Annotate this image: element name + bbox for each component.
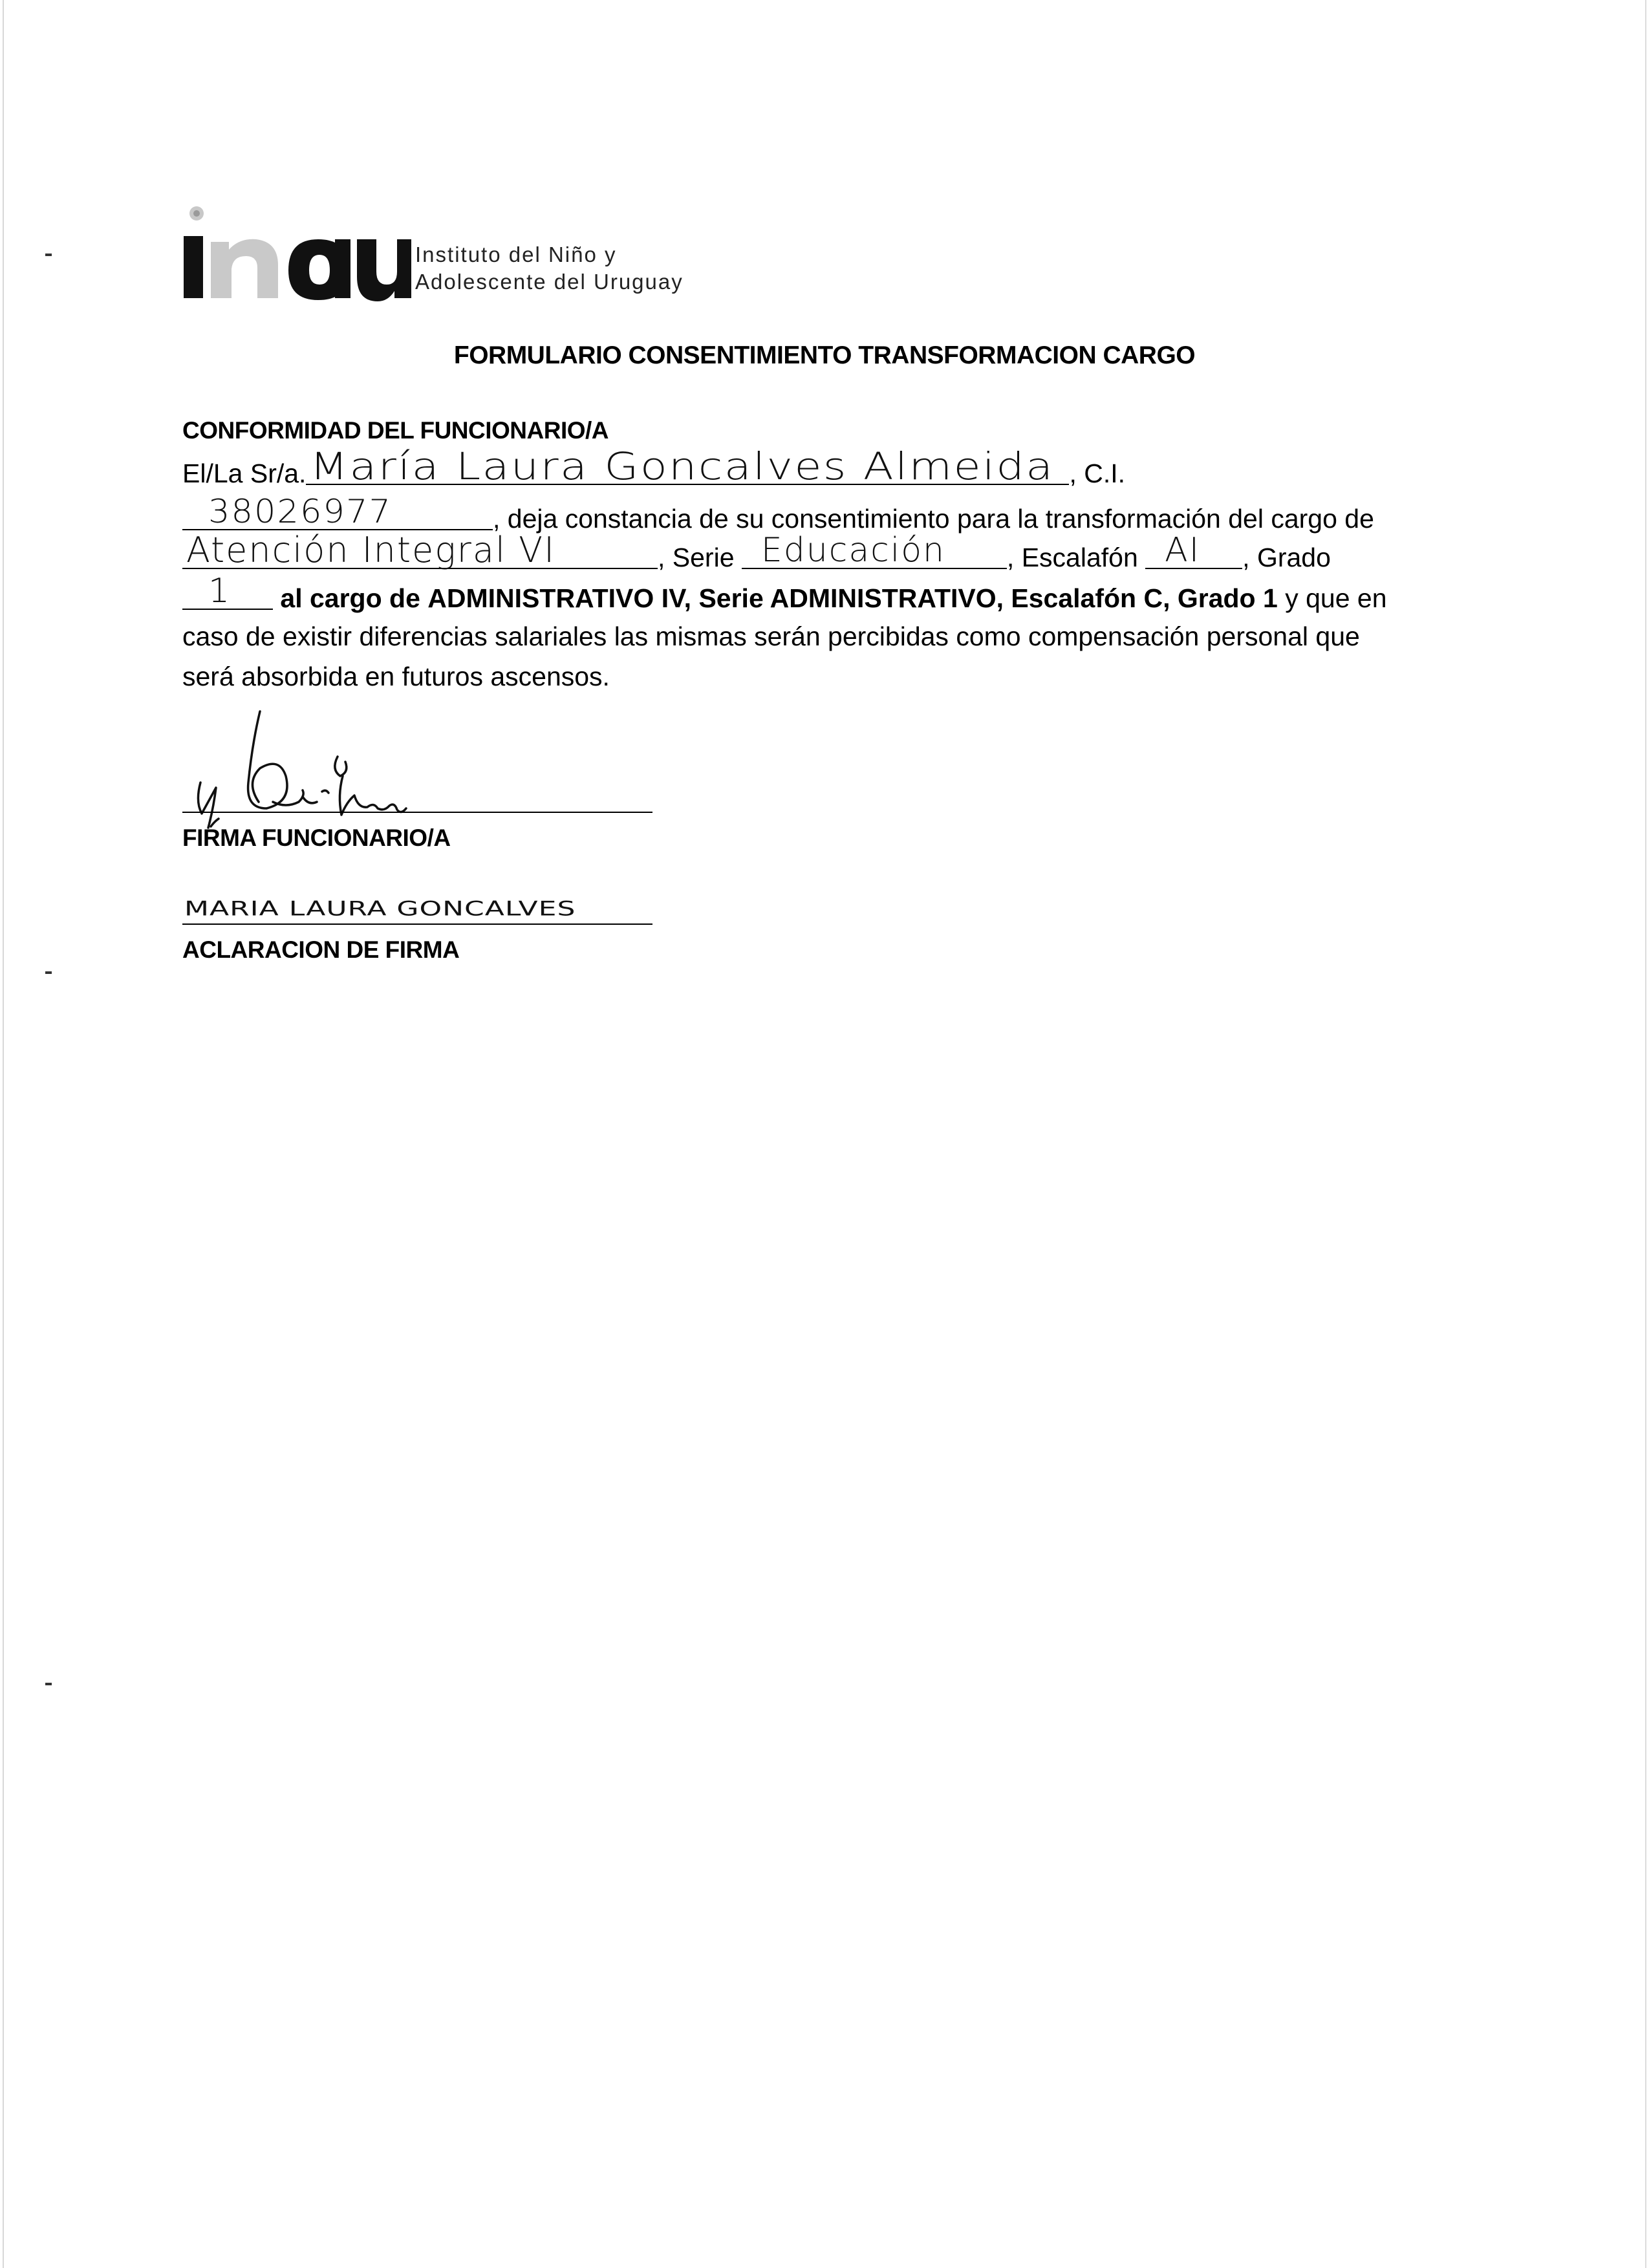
label-serie: , Serie: [658, 543, 735, 572]
handwritten-cargo: Atención Integral VI: [186, 530, 556, 570]
punch-mark: [45, 971, 52, 974]
form-title: FORMULARIO CONSENTIMIENTO TRANSFORMACION CARGO: [453, 341, 1196, 369]
signature-image: [176, 705, 473, 834]
paragraph-line: será absorbida en futuros ascensos.: [182, 662, 610, 691]
clarification-label: ACLARACION DE FIRMA: [182, 936, 460, 963]
label-grado: , Grado: [1242, 543, 1331, 572]
signature-label: FIRMA FUNCIONARIO/A: [182, 825, 451, 851]
form-line-name: [182, 444, 1126, 491]
name-field[interactable]: [306, 444, 1069, 488]
handwritten-escalafon: AI: [1165, 531, 1201, 570]
ci-field[interactable]: [182, 493, 493, 530]
escalafon-field[interactable]: [1145, 531, 1242, 570]
handwritten-name: María Laura Goncalves Almeida: [310, 444, 1055, 488]
logo-caption-line1: Instituto del Niño y: [415, 243, 617, 266]
inau-logo: [175, 188, 744, 310]
label-ci: , C.I.: [1069, 459, 1126, 488]
label-consent: , deja constancia de su consentimiento para la transformación del cargo de: [493, 504, 1374, 534]
label-escalafon: , Escalafón: [1006, 543, 1138, 572]
cargo-field[interactable]: [182, 530, 658, 570]
signature-line: [182, 812, 652, 813]
form-paragraph: [182, 616, 1469, 697]
punch-mark: [45, 1683, 52, 1685]
section-title: CONFORMIDAD DEL FUNCIONARIO/A: [182, 417, 609, 444]
page-edge: [3, 0, 4, 2268]
paragraph-line: caso de existir diferencias salariales las mismas serán percibidas como compensación personal que: [182, 621, 1360, 651]
punch-mark: [45, 254, 52, 256]
label-sr: El/La Sr/a.: [182, 459, 307, 488]
logo-caption: [415, 241, 684, 296]
form-line-cargo: [182, 530, 1331, 576]
grado-field[interactable]: [182, 572, 273, 610]
handwritten-serie: Educación: [760, 531, 945, 570]
handwritten-grado: 1: [208, 572, 232, 610]
label-al-cargo: al cargo de: [280, 583, 420, 613]
serie-field[interactable]: [742, 531, 1007, 570]
new-cargo-text: ADMINISTRATIVO IV, Serie ADMINISTRATIVO, Escalafón C, Grado 1: [427, 583, 1278, 613]
handwritten-ci: 38026977: [208, 493, 393, 530]
clarification-line: [182, 923, 652, 925]
label-y-que-en: y que en: [1285, 583, 1387, 613]
logo-caption-line2: Adolescente del Uruguay: [415, 270, 684, 294]
inau-logo-mark: [175, 188, 414, 310]
page-edge: [1645, 0, 1646, 2268]
form-line-new-cargo: [182, 572, 1387, 616]
printed-name: MARIA LAURA GONCALVES: [184, 897, 576, 920]
